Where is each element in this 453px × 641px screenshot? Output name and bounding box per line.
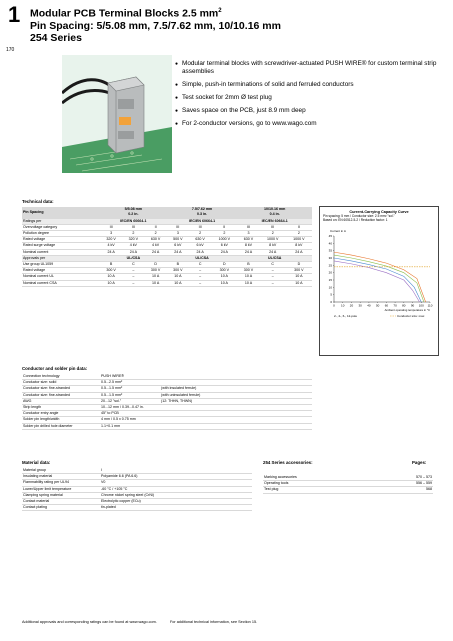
table-cell: Contact plating <box>22 505 100 511</box>
table-cell: II <box>145 224 167 230</box>
table-cell: (with insulated ferrule) <box>160 386 312 392</box>
table-cell: – <box>122 268 144 274</box>
chart-plot <box>320 222 438 340</box>
y-tick-label: 20 <box>328 270 332 275</box>
table-cell: 24 A <box>286 249 312 255</box>
table-cell: UL/CSA <box>100 255 167 261</box>
table-cell: III <box>100 224 122 230</box>
table-cell: – <box>189 274 211 280</box>
table-cell: IEC/EN 60664-1 <box>167 218 238 224</box>
table-cell: 24 A <box>100 249 122 255</box>
table-cell: 6 kV <box>189 243 211 249</box>
row-label: Ratings per <box>22 218 100 224</box>
table-cell: PUSH WIRE® <box>100 374 160 380</box>
conductor-data-title: Conductor and solder pin data: <box>22 366 88 371</box>
feature-item: ● Saves space on the PCB, just 8.9 mm deep <box>175 107 445 115</box>
chart-subtitle-1: Pin spacing: 5 mm / Conductor size: 2.5 mm² "sol." <box>323 214 395 218</box>
table-cell: III <box>189 224 211 230</box>
table-cell: 3 <box>100 230 122 236</box>
x-tick-label: 100 <box>418 303 424 308</box>
y-tick-label: 0 <box>330 300 332 304</box>
table-cell: 320 V <box>122 237 144 243</box>
table-cell: 630 V <box>189 237 211 243</box>
table-cell: 300 V <box>237 268 259 274</box>
table-cell: – <box>189 268 211 274</box>
feature-list <box>175 60 445 133</box>
title-sup: 2 <box>218 8 222 14</box>
table-cell: II <box>211 224 237 230</box>
table-cell: 10 A <box>211 274 237 280</box>
y-tick-label: 35 <box>328 248 332 253</box>
table-cell: 24 A <box>260 249 286 255</box>
table-cell: 24 A <box>189 249 211 255</box>
table-cell: 24 A <box>122 249 144 255</box>
table-row <box>22 505 252 511</box>
table-cell: 10 A <box>167 274 189 280</box>
table-cell: UL/CSA <box>237 255 312 261</box>
table-cell: D <box>211 261 237 267</box>
table-cell: Solder pin length/width <box>22 417 100 423</box>
table-cell: C <box>122 261 144 267</box>
accessories-pages-label: Pages: <box>412 460 427 465</box>
material-data-title: Material data: <box>22 460 51 465</box>
table-cell: Lower/Upper limit temperature <box>22 486 100 492</box>
table-cell: 630 V <box>237 237 259 243</box>
title-line-1: Modular PCB Terminal Blocks 2.5 mm <box>30 7 219 20</box>
table-cell: 556 – 559 <box>375 481 433 487</box>
table-cell: 1000 V <box>260 237 286 243</box>
table-cell: Insulating material <box>22 474 100 480</box>
table-cell: tin-plated <box>100 505 252 511</box>
x-tick-label: 0 <box>333 303 335 308</box>
table-cell: III <box>167 224 189 230</box>
row-label: Pollution degree <box>22 230 100 236</box>
table-cell: 500 V <box>167 237 189 243</box>
table-cell <box>160 423 312 429</box>
y-tick-label: 45 <box>328 234 332 238</box>
x-tick-label: 40 <box>367 303 371 308</box>
series-line <box>334 252 426 302</box>
table-cell: 10 A <box>100 274 122 280</box>
row-label: Overvoltage category <box>22 224 100 230</box>
y-tick-label: 5 <box>330 292 332 297</box>
technical-data-table <box>22 207 312 287</box>
table-cell: Marking accessories <box>263 475 375 481</box>
table-cell: 568 <box>375 487 433 493</box>
x-tick-label: 90 <box>410 303 415 308</box>
row-label: Nominal current <box>22 249 100 255</box>
material-data-table <box>22 468 252 511</box>
table-cell: Conductor size: solid <box>22 380 100 386</box>
table-cell: IEC/EN 60664-1 <box>100 218 167 224</box>
table-cell: Flammability rating per UL94 <box>22 480 100 486</box>
table-cell: UL/CSA <box>167 255 238 261</box>
table-cell: 10...12 mm / 0.39...0.47 in. <box>100 405 160 411</box>
x-tick-label: 50 <box>375 303 380 308</box>
table-cell: 300 V <box>211 268 237 274</box>
x-tick-label: 20 <box>349 303 354 308</box>
table-cell: 6 kV <box>167 243 189 249</box>
table-cell: Conductor size: fine-stranded <box>22 386 100 392</box>
chart-subtitle-2: Based on: EN 60512-5-2 / Reduction factor: 1 <box>323 218 388 222</box>
table-cell: III <box>260 224 286 230</box>
y-tick-label: 40 <box>328 241 332 246</box>
table-cell: 300 V <box>100 268 122 274</box>
table-cell: B <box>100 261 122 267</box>
pin-spacing-group: 5/5.08 mm 0.2 in. <box>100 207 167 218</box>
legend-conductor: Conductor size: max <box>397 314 425 318</box>
table-cell: C <box>189 261 211 267</box>
table-cell: Contact material <box>22 499 100 505</box>
table-cell: I <box>100 468 252 474</box>
table-cell: 2 <box>286 230 312 236</box>
feature-item: ● Modular terminal blocks with screwdriver-actuated PUSH WIRE® for custom terminal strip assemblies <box>175 60 445 76</box>
table-cell: 10 A <box>100 280 122 286</box>
pin-spacing-label: Pin Spacing <box>22 207 100 218</box>
table-cell: -60 °C / +105 °C <box>100 486 252 492</box>
table-cell: B <box>167 261 189 267</box>
table-cell: Material group <box>22 468 100 474</box>
table-cell: 1.1+0.1 mm <box>100 423 160 429</box>
table-cell: 2 <box>145 230 167 236</box>
row-label: Use group UL1059 <box>22 261 100 267</box>
table-cell: – <box>189 280 211 286</box>
table-cell: 4 kV <box>100 243 122 249</box>
table-cell: (with uninsulated ferrule) <box>160 392 312 398</box>
table-cell: Clamping spring material <box>22 492 100 498</box>
table-cell: 24 A <box>145 249 167 255</box>
table-cell: III <box>122 224 144 230</box>
table-cell: 300 V <box>286 268 312 274</box>
accessories-table <box>263 475 433 494</box>
y-tick-label: 30 <box>328 256 332 260</box>
feature-item: ● Test socket for 2mm Ø test plug <box>175 94 445 102</box>
current-capacity-chart <box>319 206 439 356</box>
table-cell: 6 kV <box>211 243 237 249</box>
table-cell: 8 kV <box>260 243 286 249</box>
table-cell: V0 <box>100 480 252 486</box>
table-cell: 8 kV <box>237 243 259 249</box>
conductor-data-table <box>22 374 312 430</box>
table-cell: Strip length <box>22 405 100 411</box>
table-cell: 10 A <box>145 274 167 280</box>
table-cell: – <box>122 274 144 280</box>
table-cell: Chrome nickel spring steel (CrNi) <box>100 492 252 498</box>
page-number: 170 <box>6 47 15 53</box>
series-line <box>334 255 424 302</box>
table-cell: Test plug <box>263 487 375 493</box>
chapter-number: 1 <box>8 2 21 27</box>
table-cell: 300 V <box>145 268 167 274</box>
title-line-2: Pin Spacing: 5/5.08 mm, 7.5/7.62 mm, 10/10.16 mm <box>30 19 281 32</box>
table-cell: 10 A <box>286 274 312 280</box>
table-cell: AWG <box>22 398 100 404</box>
y-tick-label: 15 <box>328 278 332 282</box>
series-line <box>334 258 421 302</box>
x-tick-label: 80 <box>402 303 406 308</box>
table-cell: 320 V <box>100 237 122 243</box>
row-label: Approvals per <box>22 255 100 261</box>
product-photo <box>62 55 172 173</box>
page-title <box>30 5 330 44</box>
row-label: Nominal current UL <box>22 274 100 280</box>
table-cell: 3 <box>167 230 189 236</box>
pin-spacing-group: 10/10.16 mm 0.4 in. <box>237 207 312 218</box>
table-cell: 0.5...2.5 mm² <box>100 380 160 386</box>
table-cell: – <box>260 274 286 280</box>
table-cell: – <box>260 268 286 274</box>
x-axis-label: Ambient operating temperature in °C <box>384 308 430 312</box>
table-row <box>22 423 312 429</box>
table-cell: Conductor size: fine-stranded <box>22 392 100 398</box>
y-axis-label: Current in A <box>330 229 346 233</box>
table-cell: 10 A <box>145 280 167 286</box>
table-cell: 3 <box>237 230 259 236</box>
table-cell: (12: THHN, THWN) <box>160 398 312 404</box>
x-tick-label: 10 <box>341 303 345 308</box>
footer-right: For additional technical information, see Section 15. <box>169 620 258 624</box>
technical-data-title: Technical data: <box>22 199 54 204</box>
table-cell: 2 <box>260 230 286 236</box>
table-cell: 24 A <box>167 249 189 255</box>
table-cell: Connection technology <box>22 374 100 380</box>
table-cell: 630 V <box>145 237 167 243</box>
table-cell: 8 kV <box>286 243 312 249</box>
table-cell: 4 kV <box>145 243 167 249</box>
table-cell: 10 A <box>211 280 237 286</box>
x-tick-label: 70 <box>393 303 397 308</box>
table-cell: Polyamide 6.6 (PA 6.6) <box>100 474 252 480</box>
table-cell: 10 A <box>286 280 312 286</box>
table-cell: IEC/EN 60664-1 <box>237 218 312 224</box>
table-row <box>263 487 433 493</box>
pin-spacing-group: 7.5/7.62 mm 0.3 in. <box>167 207 238 218</box>
x-tick-label: 60 <box>384 303 389 308</box>
x-tick-label: 30 <box>358 303 362 308</box>
table-cell: – <box>122 280 144 286</box>
row-label: Rated voltage <box>22 268 100 274</box>
table-cell: 1000 V <box>286 237 312 243</box>
footer <box>22 620 257 624</box>
table-cell: – <box>260 280 286 286</box>
title-line-3: 254 Series <box>30 31 82 44</box>
row-label: Nominal current CSA <box>22 280 100 286</box>
table-cell: 570 – 573 <box>375 475 433 481</box>
table-cell: 10 A <box>237 274 259 280</box>
table-cell: 24 A <box>211 249 237 255</box>
row-label: Rated voltage <box>22 237 100 243</box>
table-cell: D <box>145 261 167 267</box>
x-tick-label: 110 <box>427 303 433 308</box>
table-cell: B <box>237 261 259 267</box>
table-cell: 2 <box>211 230 237 236</box>
table-cell: D <box>286 261 312 267</box>
row-label: Rated surge voltage <box>22 243 100 249</box>
table-cell: 2 <box>122 230 144 236</box>
table-row <box>22 280 312 286</box>
y-tick-label: 10 <box>328 285 332 290</box>
table-cell: 0.5...1.5 mm² <box>100 392 160 398</box>
chart-title: Current-Carrying Capacity Curve <box>349 210 409 214</box>
accessories-title: 254 Series accessories: <box>263 460 313 465</box>
table-cell: Electrolytic copper (ECu) <box>100 499 252 505</box>
table-cell: III <box>237 224 259 230</box>
feature-item: ● Simple, push-in terminations of solid and ferruled conductors <box>175 81 445 89</box>
table-cell: Solder pin drilled hole diameter <box>22 423 100 429</box>
table-cell: Operating tools <box>263 481 375 487</box>
y-tick-label: 25 <box>328 263 332 268</box>
table-cell: 20...12 "sol." <box>100 398 160 404</box>
table-cell: 0.5...1.5 mm² <box>100 386 160 392</box>
table-cell: 4 mm / 0.5 x 0.75 mm <box>100 417 160 423</box>
table-cell: 24 A <box>237 249 259 255</box>
table-cell: 2 <box>189 230 211 236</box>
legend-poles: 2-, 4-, 6-, 12-pole <box>334 314 358 318</box>
table-cell: 300 V <box>167 268 189 274</box>
table-cell: 10 A <box>237 280 259 286</box>
table-cell: 45° to PCB <box>100 411 160 417</box>
table-cell: C <box>260 261 286 267</box>
table-cell: 4 kV <box>122 243 144 249</box>
table-cell: II <box>286 224 312 230</box>
footer-left: Additional approvals and corresponding ratings can be found at www.wago.com. <box>22 620 157 624</box>
feature-item: ● For 2-conductor versions, go to www.wago.com <box>175 120 445 128</box>
table-cell: 10 A <box>167 280 189 286</box>
table-cell: 1000 V <box>211 237 237 243</box>
table-cell: Conductor entry angle <box>22 411 100 417</box>
